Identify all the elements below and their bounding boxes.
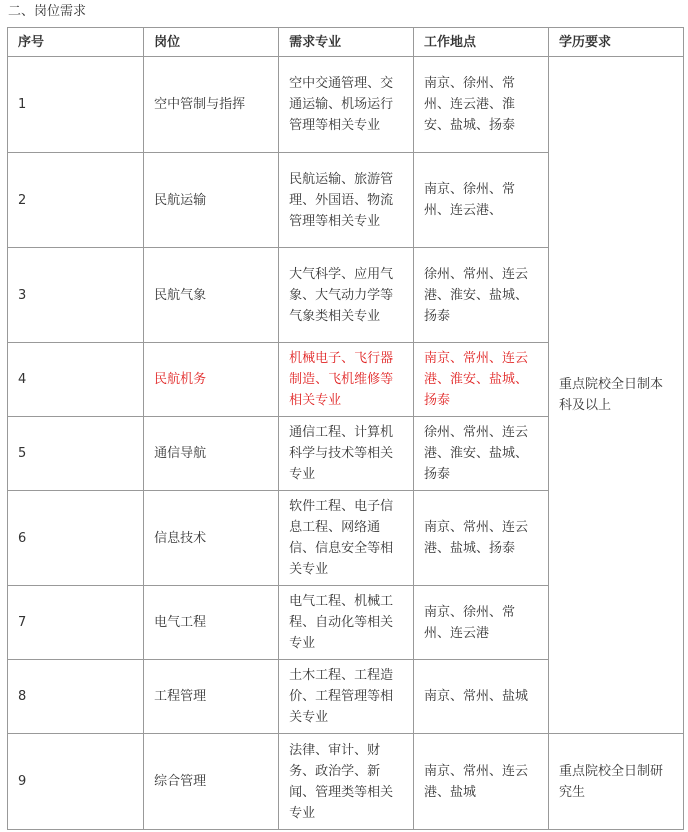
cell-location: 南京、常州、盐城	[414, 660, 549, 734]
cell-major: 法律、审计、财务、政治学、新闻、管理类等相关专业	[279, 734, 414, 830]
header-position: 岗位	[144, 28, 279, 57]
cell-position: 工程管理	[144, 660, 279, 734]
cell-location: 徐州、常州、连云港、淮安、盐城、扬泰	[414, 417, 549, 491]
cell-position: 民航运输	[144, 153, 279, 248]
header-no: 序号	[8, 28, 144, 57]
cell-location: 南京、徐州、常州、连云港、	[414, 153, 549, 248]
cell-major: 土木工程、工程造价、工程管理等相关专业	[279, 660, 414, 734]
cell-location: 南京、常州、连云港、盐城	[414, 734, 549, 830]
cell-no: 1	[8, 57, 144, 153]
cell-location: 徐州、常州、连云港、淮安、盐城、扬泰	[414, 248, 549, 343]
cell-major: 软件工程、电子信息工程、网络通信、信息安全等相关专业	[279, 491, 414, 586]
cell-major: 民航运输、旅游管理、外国语、物流管理等相关专业	[279, 153, 414, 248]
header-location: 工作地点	[414, 28, 549, 57]
table-row	[8, 57, 684, 153]
cell-location: 南京、常州、连云港、盐城、扬泰	[414, 491, 549, 586]
cell-location: 南京、徐州、常州、连云港、淮安、盐城、扬泰	[414, 57, 549, 153]
cell-major: 大气科学、应用气象、大气动力学等气象类相关专业	[279, 248, 414, 343]
cell-major: 电气工程、机械工程、自动化等相关专业	[279, 586, 414, 660]
table-header-row	[8, 28, 684, 57]
cell-no: 4	[8, 343, 144, 417]
cell-no: 5	[8, 417, 144, 491]
cell-no: 2	[8, 153, 144, 248]
position-requirements-table	[7, 27, 684, 830]
section-title: 二、岗位需求	[8, 4, 87, 19]
cell-no: 7	[8, 586, 144, 660]
cell-position: 空中管制与指挥	[144, 57, 279, 153]
cell-position: 信息技术	[144, 491, 279, 586]
cell-education-graduate: 重点院校全日制研究生	[549, 734, 684, 830]
cell-no: 8	[8, 660, 144, 734]
cell-location: 南京、徐州、常州、连云港	[414, 586, 549, 660]
cell-location: 南京、常州、连云港、淮安、盐城、扬泰	[414, 343, 549, 417]
cell-no: 9	[8, 734, 144, 830]
table-row	[8, 734, 684, 830]
cell-position: 综合管理	[144, 734, 279, 830]
header-education: 学历要求	[549, 28, 684, 57]
cell-position: 民航机务	[144, 343, 279, 417]
cell-major: 机械电子、飞行器制造、飞机维修等相关专业	[279, 343, 414, 417]
cell-education-undergrad: 重点院校全日制本科及以上	[549, 57, 684, 734]
cell-major: 通信工程、计算机科学与技术等相关专业	[279, 417, 414, 491]
cell-no: 3	[8, 248, 144, 343]
cell-no: 6	[8, 491, 144, 586]
cell-major: 空中交通管理、交通运输、机场运行管理等相关专业	[279, 57, 414, 153]
cell-position: 民航气象	[144, 248, 279, 343]
cell-position: 电气工程	[144, 586, 279, 660]
header-major: 需求专业	[279, 28, 414, 57]
cell-position: 通信导航	[144, 417, 279, 491]
